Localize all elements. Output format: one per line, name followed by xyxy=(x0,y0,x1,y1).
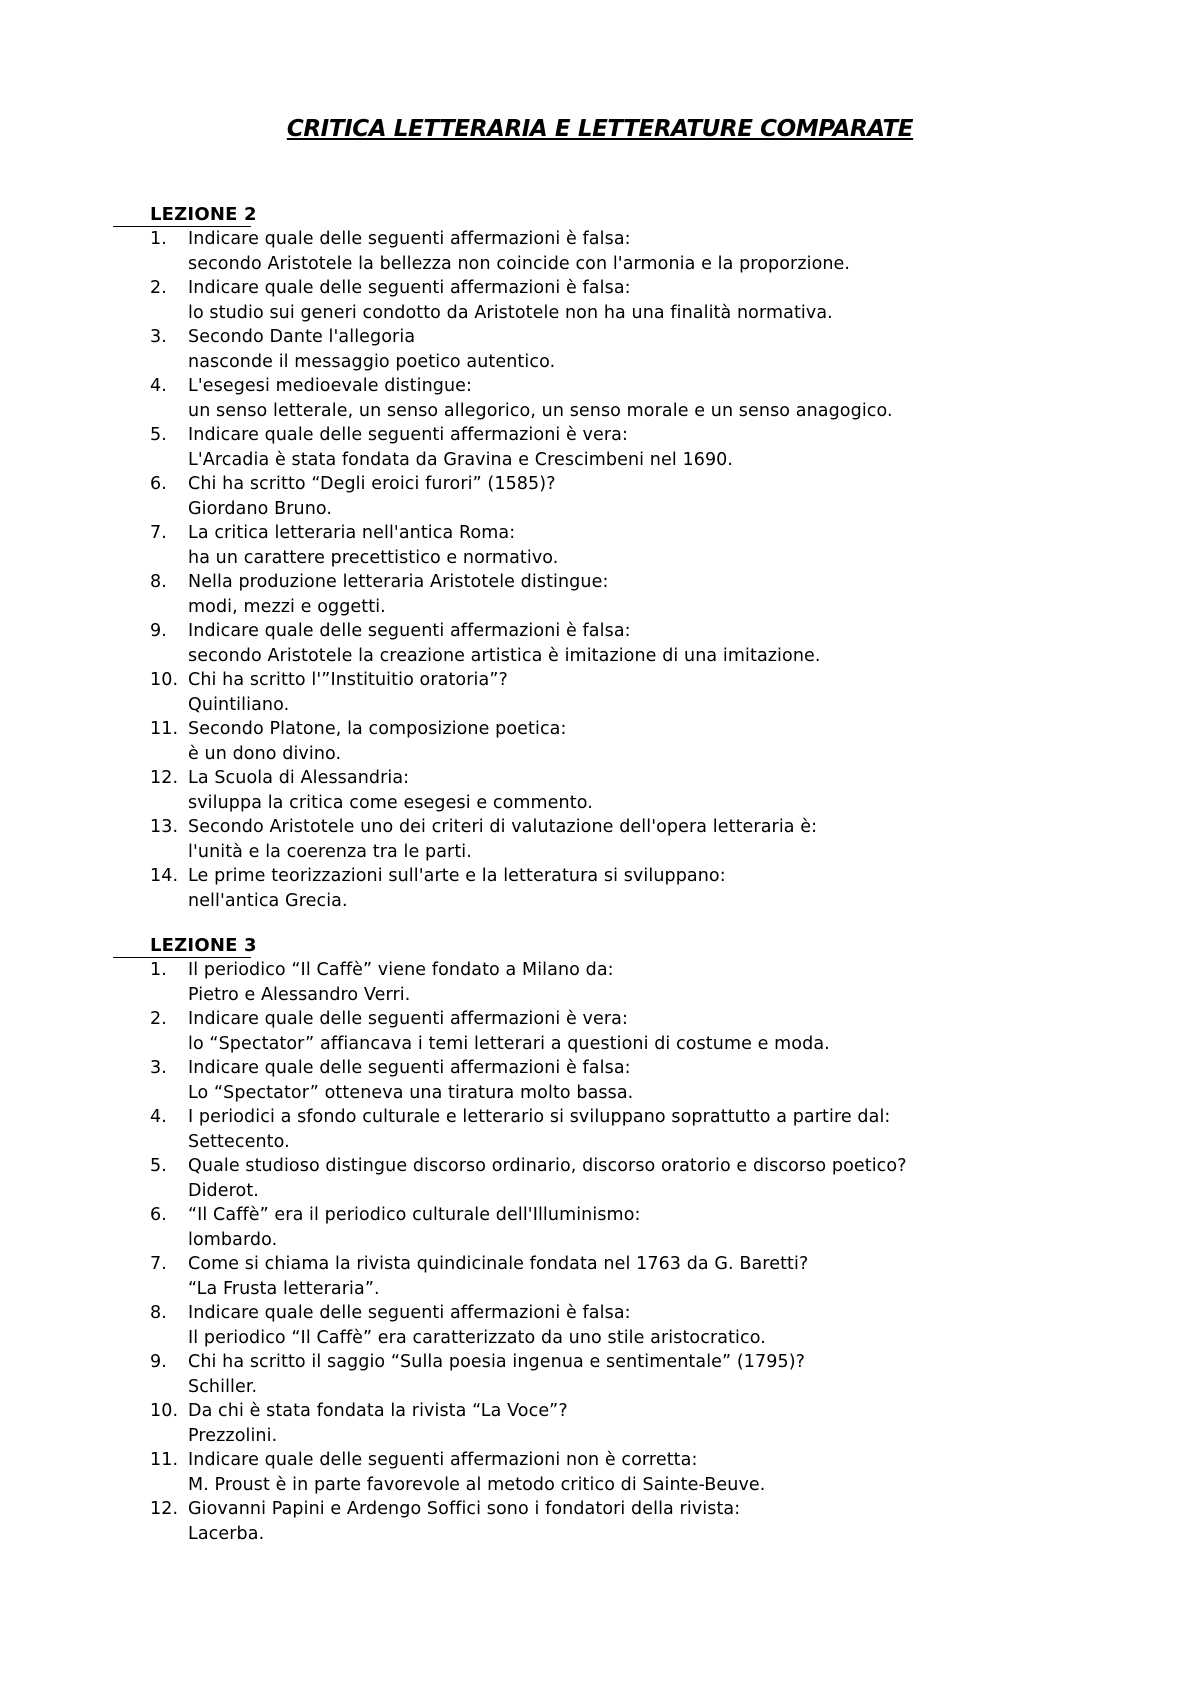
question-number: 3. xyxy=(150,1058,167,1078)
question-answer: Giordano Bruno. xyxy=(188,498,333,519)
question-item xyxy=(0,1105,1200,1154)
question-item xyxy=(0,864,1200,913)
question-text: Chi ha scritto “Degli eroici furori” (1585)? xyxy=(188,474,556,494)
question-list xyxy=(0,227,1200,913)
question-item xyxy=(0,1350,1200,1399)
question-item xyxy=(0,815,1200,864)
question-answer: l'unità e la coerenza tra le parti. xyxy=(188,841,472,862)
section-heading: LEZIONE 2 xyxy=(113,203,1200,227)
question-answer: nell'antica Grecia. xyxy=(188,890,348,911)
question-number: 4. xyxy=(150,376,167,396)
question-answer: ha un carattere precettistico e normativo. xyxy=(188,547,559,568)
question-text: Indicare quale delle seguenti affermazioni è falsa: xyxy=(188,229,631,249)
question-text: La Scuola di Alessandria: xyxy=(188,768,410,788)
question-item xyxy=(0,570,1200,619)
question-text: Secondo Platone, la composizione poetica: xyxy=(188,719,567,739)
question-text: La critica letteraria nell'antica Roma: xyxy=(188,523,516,543)
question-item xyxy=(0,1007,1200,1056)
question-answer: L'Arcadia è stata fondata da Gravina e Crescimbeni nel 1690. xyxy=(188,449,734,470)
question-answer: Quintiliano. xyxy=(188,694,290,715)
question-answer: nasconde il messaggio poetico autentico. xyxy=(188,351,556,372)
question-text: Quale studioso distingue discorso ordinario, discorso oratorio e discorso poetico? xyxy=(188,1156,907,1176)
question-number: 9. xyxy=(150,621,167,641)
question-answer: Settecento. xyxy=(188,1131,290,1152)
question-item xyxy=(0,227,1200,276)
question-item xyxy=(0,1399,1200,1448)
section-heading: LEZIONE 3 xyxy=(113,934,1200,958)
question-number: 2. xyxy=(150,278,167,298)
question-answer: sviluppa la critica come esegesi e commento. xyxy=(188,792,593,813)
question-text: Indicare quale delle seguenti affermazioni è falsa: xyxy=(188,278,631,298)
question-number: 8. xyxy=(150,1303,167,1323)
question-answer: Il periodico “Il Caffè” era caratterizzato da uno stile aristocratico. xyxy=(188,1327,766,1348)
document-title xyxy=(0,116,1200,142)
question-answer: Lacerba. xyxy=(188,1523,265,1544)
question-text: Come si chiama la rivista quindicinale fondata nel 1763 da G. Baretti? xyxy=(188,1254,809,1274)
question-text: Indicare quale delle seguenti affermazioni è vera: xyxy=(188,1009,628,1029)
question-number: 4. xyxy=(150,1107,167,1127)
question-text: Da chi è stata fondata la rivista “La Voce”? xyxy=(188,1401,568,1421)
question-answer: secondo Aristotele la creazione artistica è imitazione di una imitazione. xyxy=(188,645,821,666)
question-item xyxy=(0,958,1200,1007)
question-number: 12. xyxy=(150,768,179,788)
question-text: Le prime teorizzazioni sull'arte e la letteratura si sviluppano: xyxy=(188,866,726,886)
question-number: 13. xyxy=(150,817,179,837)
question-answer: lo studio sui generi condotto da Aristotele non ha una finalità normativa. xyxy=(188,302,833,323)
question-item xyxy=(0,1056,1200,1105)
question-number: 7. xyxy=(150,1254,167,1274)
question-item xyxy=(0,1203,1200,1252)
question-number: 7. xyxy=(150,523,167,543)
question-number: 1. xyxy=(150,229,167,249)
question-text: Indicare quale delle seguenti affermazioni è falsa: xyxy=(188,1303,631,1323)
section-lezione-2 xyxy=(0,203,1200,913)
question-item xyxy=(0,325,1200,374)
question-item xyxy=(0,1301,1200,1350)
question-text: Il periodico “Il Caffè” viene fondato a Milano da: xyxy=(188,960,614,980)
question-item xyxy=(0,717,1200,766)
question-item xyxy=(0,1252,1200,1301)
question-answer: Lo “Spectator” otteneva una tiratura molto bassa. xyxy=(188,1082,634,1103)
section-lezione-3 xyxy=(0,934,1200,1546)
question-text: I periodici a sfondo culturale e letterario si sviluppano soprattutto a partire dal: xyxy=(188,1107,891,1127)
question-answer: secondo Aristotele la bellezza non coincide con l'armonia e la proporzione. xyxy=(188,253,851,274)
question-answer: Diderot. xyxy=(188,1180,259,1201)
question-answer: è un dono divino. xyxy=(188,743,342,764)
question-item xyxy=(0,619,1200,668)
question-number: 11. xyxy=(150,719,179,739)
question-number: 6. xyxy=(150,1205,167,1225)
question-number: 14. xyxy=(150,866,179,886)
question-text: Indicare quale delle seguenti affermazioni è falsa: xyxy=(188,621,631,641)
question-number: 5. xyxy=(150,1156,167,1176)
question-number: 3. xyxy=(150,327,167,347)
question-answer: un senso letterale, un senso allegorico, un senso morale e un senso anagogico. xyxy=(188,400,893,421)
question-number: 10. xyxy=(150,1401,179,1421)
question-text: Chi ha scritto l'”Instituitio oratoria”? xyxy=(188,670,508,690)
question-number: 2. xyxy=(150,1009,167,1029)
question-number: 6. xyxy=(150,474,167,494)
question-text: Indicare quale delle seguenti affermazioni non è corretta: xyxy=(188,1450,698,1470)
question-item xyxy=(0,668,1200,717)
question-item xyxy=(0,276,1200,325)
question-text: Indicare quale delle seguenti affermazioni è falsa: xyxy=(188,1058,631,1078)
question-text: Giovanni Papini e Ardengo Soffici sono i fondatori della rivista: xyxy=(188,1499,741,1519)
question-answer: Schiller. xyxy=(188,1376,258,1397)
question-item xyxy=(0,521,1200,570)
question-text: Secondo Aristotele uno dei criteri di valutazione dell'opera letteraria è: xyxy=(188,817,818,837)
question-number: 11. xyxy=(150,1450,179,1470)
question-number: 8. xyxy=(150,572,167,592)
question-text: Nella produzione letteraria Aristotele distingue: xyxy=(188,572,609,592)
question-text: Secondo Dante l'allegoria xyxy=(188,327,416,347)
document-title-text: CRITICA LETTERARIA E LETTERATURE COMPARATE xyxy=(286,116,914,142)
question-answer: modi, mezzi e oggetti. xyxy=(188,596,386,617)
question-number: 10. xyxy=(150,670,179,690)
question-answer: “La Frusta letteraria”. xyxy=(188,1278,380,1299)
question-number: 12. xyxy=(150,1499,179,1519)
question-number: 9. xyxy=(150,1352,167,1372)
question-item xyxy=(0,1448,1200,1497)
question-answer: lombardo. xyxy=(188,1229,278,1250)
question-item xyxy=(0,1497,1200,1546)
question-list xyxy=(0,958,1200,1546)
question-answer: lo “Spectator” affiancava i temi letterari a questioni di costume e moda. xyxy=(188,1033,830,1054)
question-item xyxy=(0,472,1200,521)
question-item xyxy=(0,374,1200,423)
question-text: L'esegesi medioevale distingue: xyxy=(188,376,473,396)
question-number: 1. xyxy=(150,960,167,980)
question-answer: M. Proust è in parte favorevole al metodo critico di Sainte-Beuve. xyxy=(188,1474,766,1495)
question-answer: Prezzolini. xyxy=(188,1425,278,1446)
question-text: Indicare quale delle seguenti affermazioni è vera: xyxy=(188,425,628,445)
question-text: Chi ha scritto il saggio “Sulla poesia ingenua e sentimentale” (1795)? xyxy=(188,1352,806,1372)
question-item xyxy=(0,423,1200,472)
question-item xyxy=(0,1154,1200,1203)
question-answer: Pietro e Alessandro Verri. xyxy=(188,984,411,1005)
question-text: “Il Caffè” era il periodico culturale dell'Illuminismo: xyxy=(188,1205,641,1225)
question-item xyxy=(0,766,1200,815)
question-number: 5. xyxy=(150,425,167,445)
